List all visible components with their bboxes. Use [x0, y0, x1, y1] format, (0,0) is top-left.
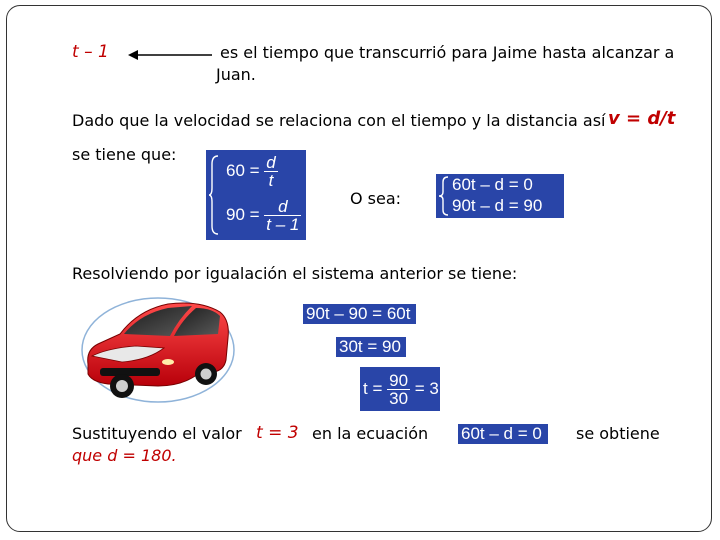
- step3-rhs: = 3: [414, 379, 439, 398]
- eq1-den: t: [268, 171, 274, 190]
- left-brace-icon: [208, 154, 220, 236]
- fraction-d-over-t: [264, 154, 277, 189]
- eq2-lhs: 90 =: [226, 204, 260, 224]
- system-2-box: [436, 174, 564, 218]
- resolviendo-text: Resolviendo por igualación el sistema anterior se tiene:: [72, 264, 518, 283]
- eq1-lhs: 60 =: [226, 160, 260, 180]
- o-sea-label: O sea:: [350, 189, 402, 208]
- se-obtiene-text: se obtiene: [576, 424, 660, 443]
- fraction-d-over-t-minus-1: [264, 198, 301, 233]
- en-la-ecuacion-text: en la ecuación: [312, 424, 429, 443]
- left-brace-icon: [438, 176, 450, 216]
- eq2-den: t – 1: [266, 215, 300, 234]
- eq2-num: d: [278, 197, 288, 216]
- step-3-box: [360, 367, 440, 411]
- step-1-box: 90t – 90 = 60t: [303, 304, 416, 324]
- velocity-formula: v = d/t: [608, 108, 676, 129]
- step3-lhs: t =: [363, 379, 383, 398]
- system-2-eq-1: 60t – d = 0: [452, 175, 533, 194]
- step3-num: 90: [389, 371, 409, 391]
- se-tiene-que: se tiene que:: [72, 145, 177, 164]
- t-equals-3: t = 3: [256, 423, 299, 443]
- left-arrow-icon: [128, 48, 212, 62]
- step-2-box: 30t = 90: [336, 337, 406, 357]
- eq1-num: d: [266, 153, 276, 172]
- sustituyendo-text: Sustituyendo el valor: [72, 424, 242, 443]
- que-d-value: que d = 180.: [72, 446, 177, 465]
- intro-line-1: es el tiempo que transcurrió para Jaime hasta alcanzar a: [220, 43, 675, 62]
- system-1-eq-2: [226, 198, 301, 233]
- step3-den: 30: [389, 389, 409, 409]
- system-1-eq-1: [226, 154, 278, 189]
- t-minus-one-label: t – 1: [72, 42, 109, 62]
- red-car-icon: [78, 290, 238, 406]
- velocity-text: Dado que la velocidad se relaciona con el tiempo y la distancia así: [72, 111, 606, 130]
- system-2-eq-2: 90t – d = 90: [452, 196, 543, 215]
- system-1-box: [206, 150, 306, 240]
- fraction-90-over-30: [387, 372, 410, 407]
- intro-line-2: Juan.: [216, 65, 256, 84]
- bottom-equation-box: 60t – d = 0: [458, 424, 548, 444]
